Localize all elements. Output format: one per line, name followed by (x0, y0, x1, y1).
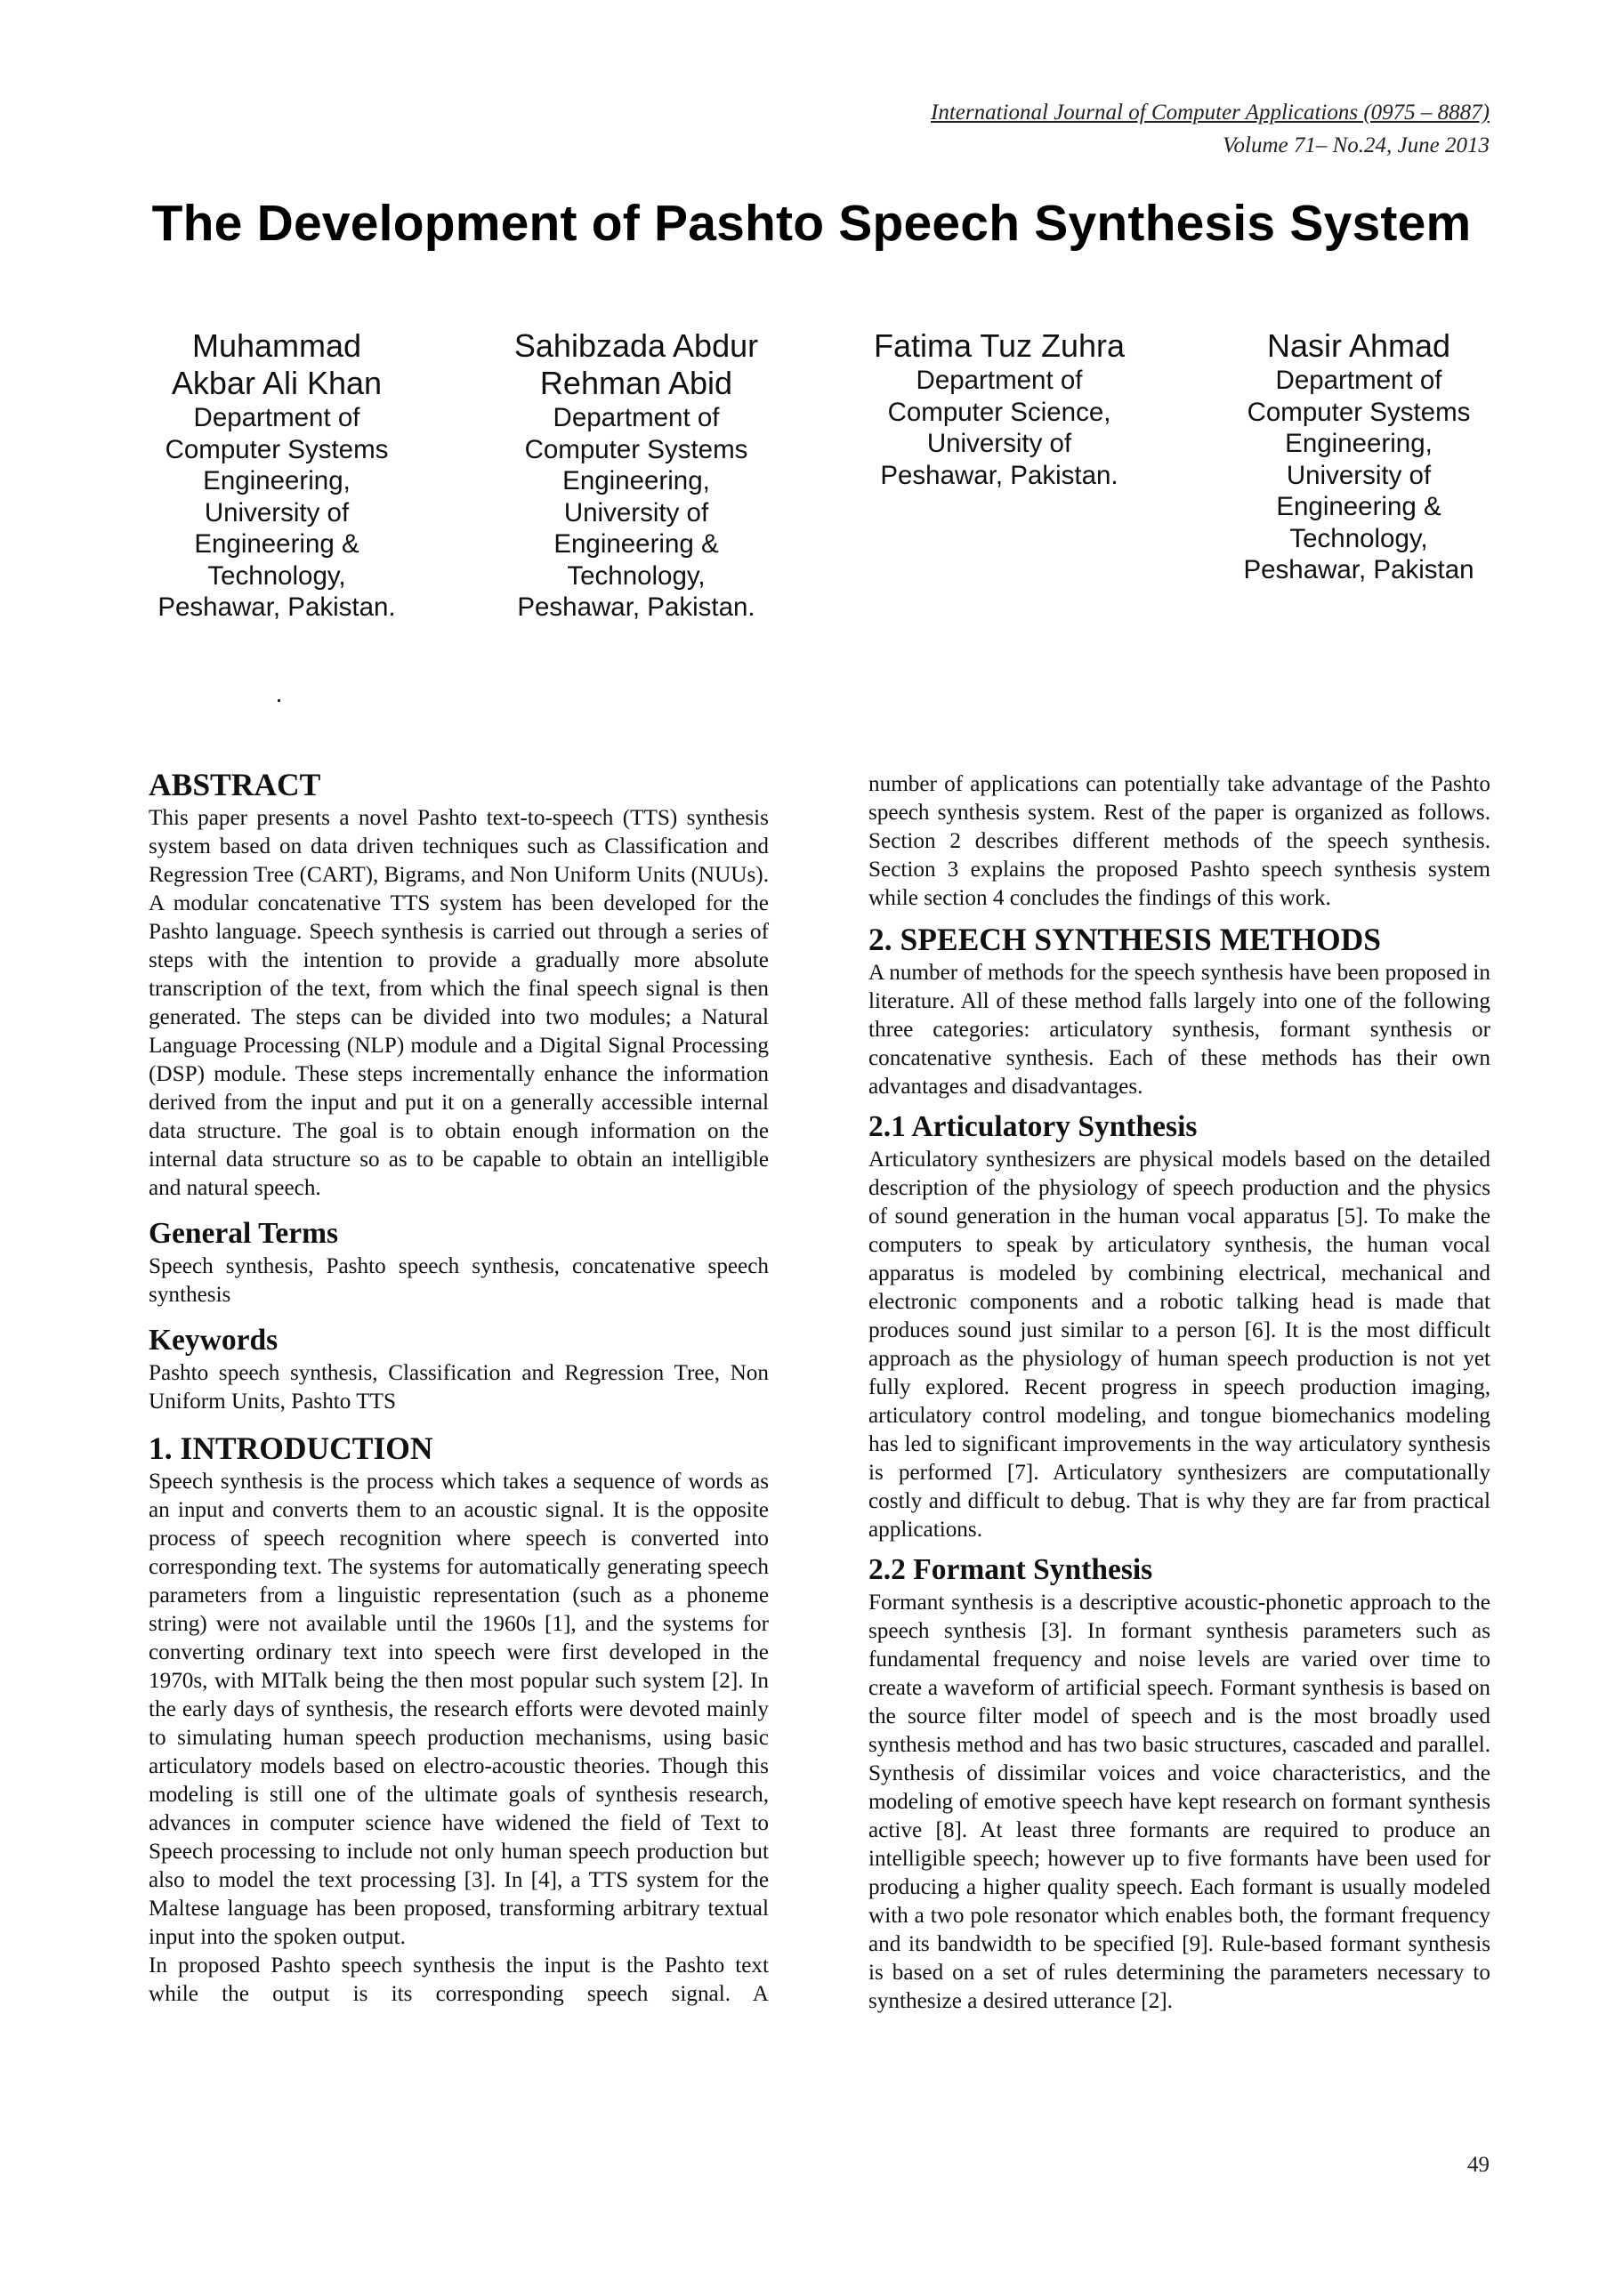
affiliation-line: Technology, (1289, 523, 1428, 553)
articulatory-text: Articulatory synthesizers are physical models based on the detailed description of the physiology of speech production and the physics of sound generation in the human vocal apparatus [5]. To make the computers to speak by articulatory synthesis, the human vocal apparatus is modeled by combining electrical, mechanical and electronic components and a robotic talking head is made that produces sound just similar to a person [6]. It is the most difficult approach as the physiology of human speech production is not yet fully explored. Recent progress in speech production imaging, articulatory control modeling, and tongue biomechanics modeling has led to significant improvements in the way articulatory synthesis is performed [7]. Articulatory synthesizers are computationally costly and difficult to debug. That is why they are far from practical applications. (868, 1148, 1490, 1542)
affiliation-line: Department of (1275, 366, 1442, 395)
affiliation-line: University of (1286, 460, 1432, 490)
affiliation-line: Peshawar, Pakistan (1243, 555, 1474, 584)
keywords-text: Pashto speech synthesis, Classification and Regression Tree, Non Uniform Units, Pashto TTS (149, 1361, 769, 1414)
abstract-text: This paper presents a novel Pashto text-to-speech (TTS) synthesis system based on data driven techniques such as Classification and Regression Tree (CART), Bigrams, and Non Uniform Units (NUUs). A modular concatenative TTS system has been developed for the Pashto language. Speech synthesis is carried out through a series of steps with the intention to provide a gradually more absolute transcription of the text, from which the final speech signal is then generated. The steps can be divided into two modules; a Natural Language Processing (NLP) module and a Digital Signal Processing (DSP) module. These steps incrementally enhance the information derived from the input and put it on a generally accessible internal data structure. The goal is to obtain enough information on the internal data structure so as to be capable to obtain an intelligible and natural speech. (149, 806, 769, 1200)
formant-heading: 2.2 Formant Synthesis (868, 1553, 1153, 1586)
author-name-line: Fatima Tuz Zuhra (873, 327, 1126, 364)
author-block (852, 327, 1146, 491)
stray-mark: . (276, 681, 282, 708)
affiliation-line: Engineering & (1276, 492, 1441, 521)
introduction-paragraph: Speech synthesis is the process which takes a sequence of words as an input and converts them to an acoustic signal. It is the opposite process of speech recognition where speech is converted into corresponding text. The systems for automatically generating speech parameters from a linguistic representation (such as a phoneme string) were not available until the 1960s [1], and the systems for converting ordinary text into speech were first developed in the 1970s, with MITalk being the then most popular such system [2]. In the early days of synthesis, the research efforts were devoted mainly to simulating human speech production mechanisms, using basic articulatory models based on electro-acoustic theories. Though this modeling is still one of the ultimate goals of synthesis research, advances in computer science have widened the field of Text to Speech processing to include not only human speech production but also to model the text processing [3]. In [4], a TTS system for the Maltese language has been proposed, transforming arbitrary textual input into the spoken output. (149, 1470, 769, 1949)
introduction-paragraph-continued: number of applications can potentially take advantage of the Pashto speech synthesis system. Rest of the paper is organized as follows. Section 2 describes different methods of the speech synthesis. Section 3 explains the proposed Pashto speech synthesis system while section 4 concludes the findings of this work. (868, 772, 1490, 910)
introduction-paragraph: In proposed Pashto speech synthesis the input is the Pashto text while the output is its corresponding speech signal. A (149, 1954, 769, 2006)
abstract-heading: ABSTRACT (149, 767, 321, 802)
introduction-heading: 1. INTRODUCTION (149, 1430, 433, 1466)
affiliation-line: Engineering, (1285, 429, 1433, 458)
affiliation-line: Department of (916, 366, 1083, 395)
affiliation-line: Department of (193, 403, 360, 432)
affiliation-line: Peshawar, Pakistan. (157, 592, 396, 622)
page-number: 49 (1467, 2153, 1490, 2177)
author-block (1212, 327, 1506, 586)
affiliation-line: Computer Systems (1247, 397, 1471, 427)
affiliation-line: Peshawar, Pakistan. (517, 592, 755, 622)
author-name (130, 327, 424, 402)
affiliation-line: Engineering & (194, 529, 359, 559)
author-name (852, 327, 1146, 365)
affiliation-line: Computer Science, (887, 397, 1111, 427)
right-column (868, 770, 1490, 2016)
volume-info: Volume 71– No.24, June 2013 (1223, 133, 1490, 157)
affiliation-line: University of (563, 497, 709, 528)
articulatory-heading: 2.1 Articulatory Synthesis (868, 1110, 1198, 1143)
affiliation-line: Technology, (567, 560, 706, 591)
affiliation-line: Engineering & (553, 529, 719, 559)
affiliation-line: Technology, (207, 560, 346, 591)
keywords-heading: Keywords (149, 1324, 279, 1357)
author-name-line: Rehman Abid (539, 365, 733, 401)
affiliation-line: Engineering, (562, 466, 710, 495)
affiliation-line: Computer Systems (165, 434, 389, 464)
affiliation-line: Computer Systems (524, 434, 748, 464)
affiliation-line: Engineering, (203, 466, 351, 495)
left-column (149, 767, 769, 2009)
author-name-line: Muhammad (191, 327, 362, 364)
author-affiliation (852, 365, 1146, 491)
author-affiliation (489, 402, 783, 624)
author-name (1212, 327, 1506, 365)
author-affiliation (1212, 365, 1506, 586)
general-terms-heading: General Terms (149, 1217, 339, 1250)
methods-heading: 2. SPEECH SYNTHESIS METHODS (868, 922, 1382, 957)
affiliation-line: University of (926, 429, 1072, 458)
affiliation-line: Department of (553, 403, 720, 432)
author-name (489, 327, 783, 402)
author-affiliation (130, 402, 424, 624)
author-block (489, 327, 783, 624)
formant-text: Formant synthesis is a descriptive acoustic-phonetic approach to the speech synthesis [3]. In formant synthesis parameters such as fundamental frequency and noise levels are varied over time to create a waveform of artificial speech. Formant synthesis is based on the source filter model of speech and is the most broadly used synthesis method and has two basic structures, cascaded and parallel. Synthesis of dissimilar voices and voice characteristics, and the modeling of emotive speech have kept research on formant synthesis active [8]. At least three formants are required to produce an intelligible speech; however up to five formants have been used for producing a higher quality speech. Each formant is usually modeled with a two pole resonator which enables both, the formant frequency and its bandwidth to be specified [9]. Rule-based formant synthesis is based on a set of rules determining the parameters necessary to synthesize a desired utterance [2]. (868, 1591, 1490, 2013)
paper-title: The Development of Pashto Speech Synthesis System (151, 195, 1472, 252)
running-header (931, 96, 1490, 162)
author-name-line: Sahibzada Abdur (513, 327, 759, 364)
general-terms-text: Speech synthesis, Pashto speech synthesis, concatenative speech synthesis (149, 1254, 769, 1307)
affiliation-line: Peshawar, Pakistan. (880, 460, 1118, 490)
author-name-line: Akbar Ali Khan (171, 365, 383, 401)
methods-text: A number of methods for the speech synthesis have been proposed in literature. All of these method falls largely into one of the following three categories: articulatory synthesis, formant synthesis or concatenative synthesis. Each of these methods has their own advantages and disadvantages. (868, 961, 1490, 1099)
author-name-line: Nasir Ahmad (1266, 327, 1451, 364)
journal-name: International Journal of Computer Applications (0975 – 8887) (931, 101, 1490, 125)
affiliation-line: University of (204, 497, 350, 528)
author-block (130, 327, 424, 624)
